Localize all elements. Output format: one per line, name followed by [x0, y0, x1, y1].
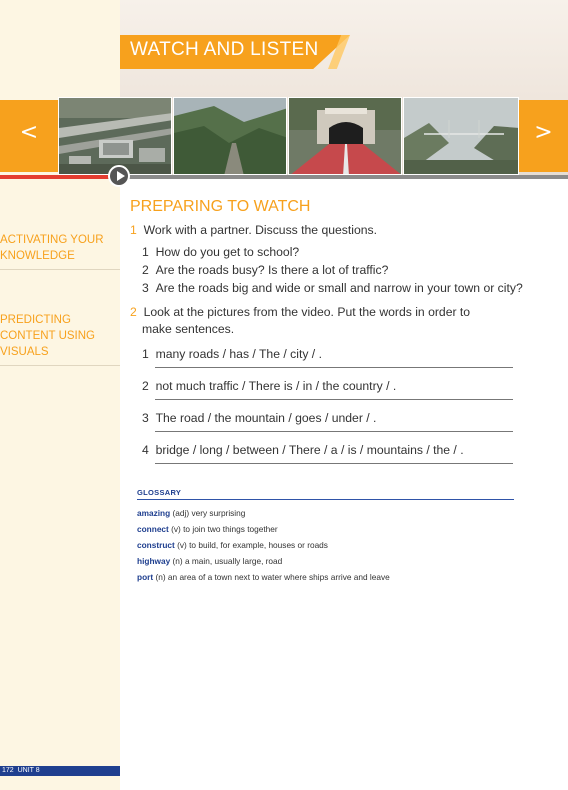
answer-line[interactable]: [155, 463, 513, 464]
glossary-entry: amazing (adj) very surprising: [137, 508, 246, 518]
glossary-entry: port (n) an area of a town next to water where ships arrive and leave: [137, 572, 390, 582]
answer-line[interactable]: [155, 367, 513, 368]
chevron-left-icon: <: [19, 120, 39, 145]
page-footer: [2, 766, 40, 776]
glossary-entry: highway (n) a main, usually large, road: [137, 556, 283, 566]
question-2-item: 4 bridge / long / between / There / a / is / mountains / the / .: [142, 443, 464, 457]
page-number: 172: [2, 767, 14, 774]
next-frame-button[interactable]: [519, 100, 568, 172]
question-2-item: 2 not much traffic / There is / in / the country / .: [142, 379, 397, 393]
video-frame-bridge: [403, 97, 519, 175]
progress-bar-fill: [0, 175, 120, 179]
unit-label: UNIT 8: [17, 767, 40, 774]
banner-title: WATCH AND LISTEN: [130, 39, 319, 60]
question-1-item: 3 Are the roads big and wide or small and narrow in your town or city?: [142, 281, 523, 295]
skill-label-predicting: PREDICTING CONTENT USING VISUALS: [0, 312, 120, 366]
skill-label-activating: ACTIVATING YOUR KNOWLEDGE: [0, 232, 120, 270]
answer-line[interactable]: [155, 431, 513, 432]
question-1-instruction: 1 Work with a partner. Discuss the questions.: [130, 223, 378, 237]
question-2-item: 1 many roads / has / The / city / .: [142, 347, 322, 361]
question-2-item: 3 The road / the mountain / goes / under / .: [142, 411, 377, 425]
video-frame-valley: [173, 97, 287, 175]
progress-bar-track: [120, 175, 568, 179]
glossary-entry: construct (v) to build, for example, houses or roads: [137, 540, 328, 550]
question-2-instruction: 2 Look at the pictures from the video. Put the words in order to: [130, 305, 471, 319]
section-heading: PREPARING TO WATCH: [130, 198, 311, 215]
play-icon[interactable]: [108, 165, 130, 187]
glossary-entry: connect (v) to join two things together: [137, 524, 278, 534]
glossary-divider: [137, 499, 514, 500]
video-frame-city: [58, 97, 172, 175]
glossary-title: GLOSSARY: [137, 488, 182, 497]
video-frame-tunnel: [288, 97, 402, 175]
chevron-right-icon: >: [534, 120, 553, 145]
question-2-instruction-cont: make sentences.: [142, 322, 235, 336]
question-1-item: 1 How do you get to school?: [142, 245, 300, 259]
prev-frame-button[interactable]: [0, 100, 58, 172]
question-1-item: 2 Are the roads busy? Is there a lot of traffic?: [142, 263, 389, 277]
answer-line[interactable]: [155, 399, 513, 400]
